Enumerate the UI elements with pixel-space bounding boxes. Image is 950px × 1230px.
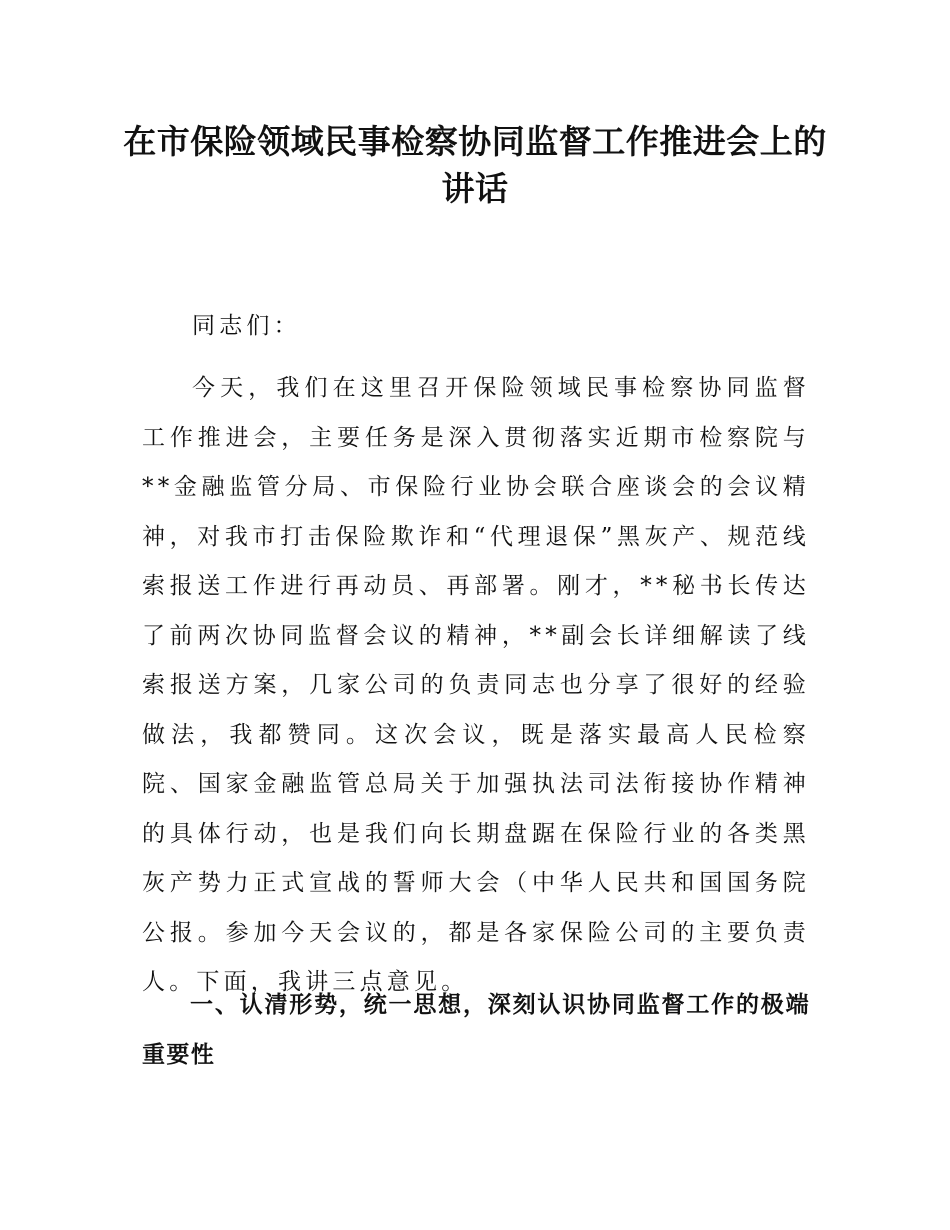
section-heading-1: 一、认清形势，统一思想，深刻认识协同监督工作的极端重要性 xyxy=(142,992,810,1068)
paragraph-1: 今天，我们在这里召开保险领域民事检察协同监督工作推进会，主要任务是深入贯彻落实近期市检察院与**金融监管分局、市保险行业协会联合座谈会的会议精神，对我市打击保险欺诈和“代理退保”黑灰产、规范线索报送工作进行再动员、再部署。刚才，**秘书长传达了前两次协同监督会议的精神，**副会长详细解读了线索报送方案，几家公司的负责同志也分享了很好的经验做法，我都赞同。这次会议，既是落实最高人民检察院、国家金融监管总局关于加强执法司法衔接协作精神的具体行动，也是我们向长期盘踞在保险行业的各类黑灰产势力正式宣战的誓师大会（中华人民共和国国务院公报。参加今天会议的，都是各家保险公司的主要负责人。下面，我讲三点意见。 xyxy=(142,375,810,995)
document-title: 在市保险领域民事检察协同监督工作推进会上的讲话 xyxy=(123,122,827,208)
salutation: 同志们： xyxy=(192,313,301,339)
